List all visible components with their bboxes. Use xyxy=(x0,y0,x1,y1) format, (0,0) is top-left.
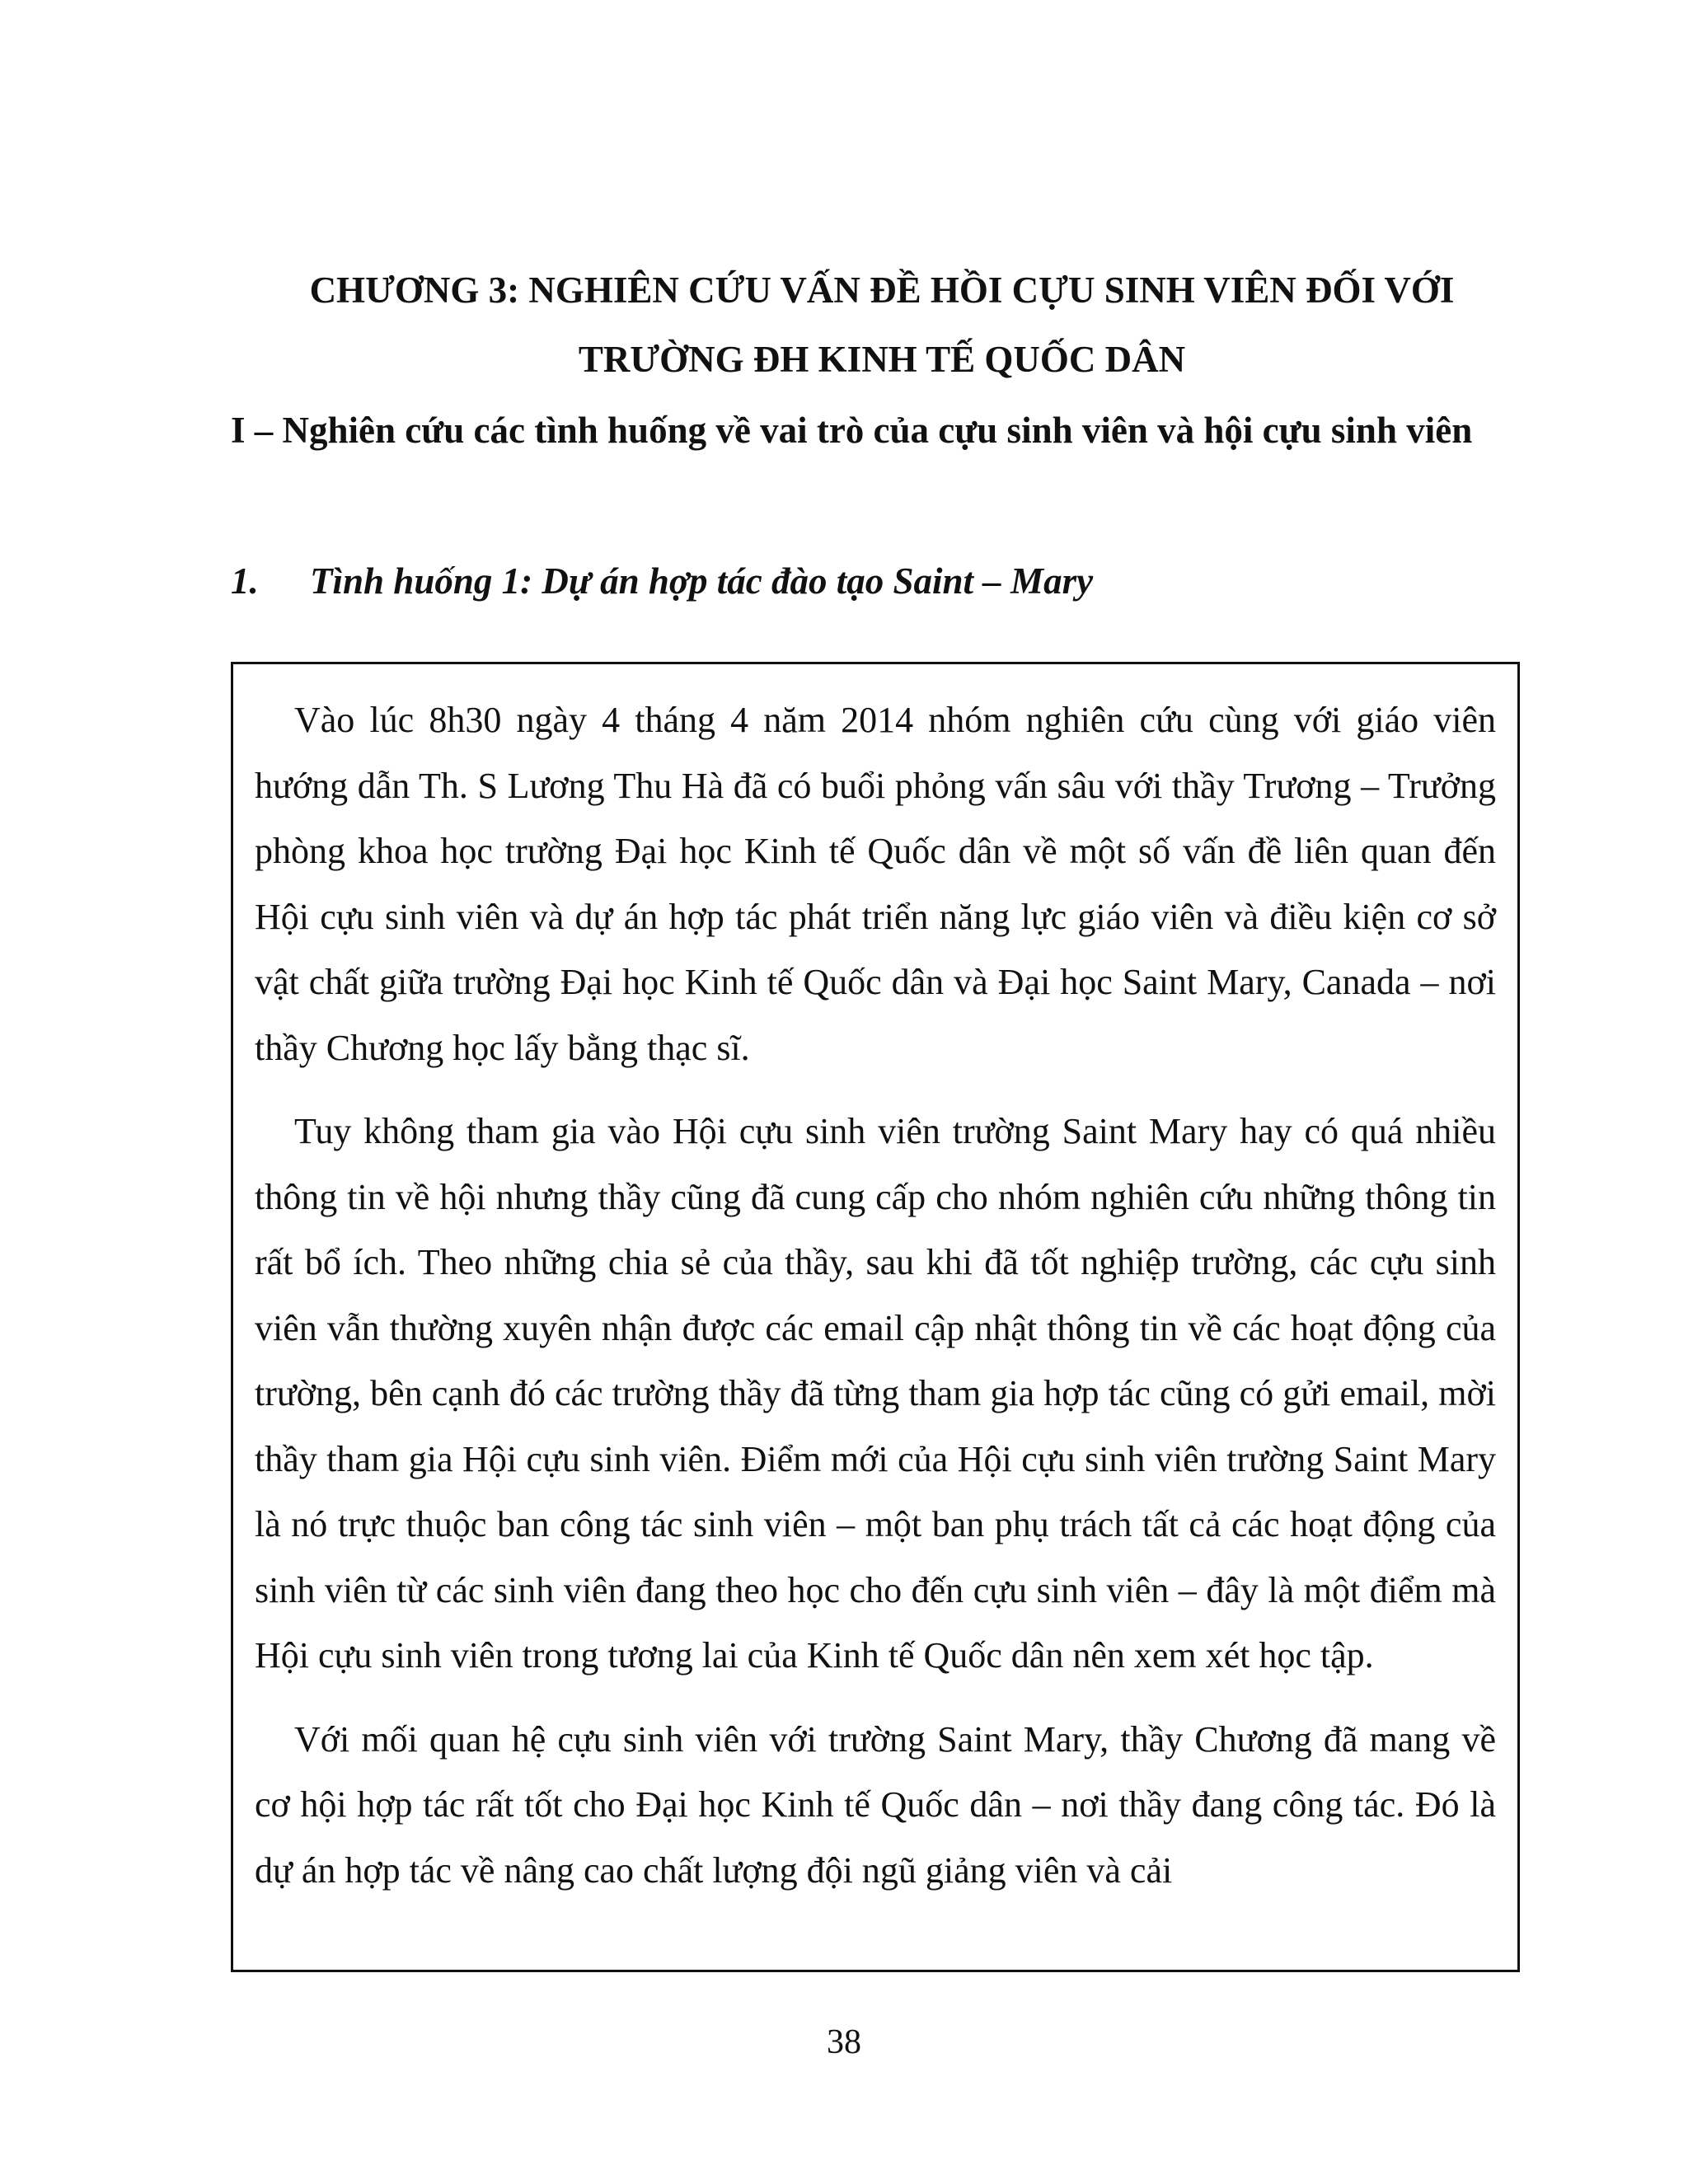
chapter-title-line2: TRƯỜNG ĐH KINH TẾ QUỐC DÂN xyxy=(578,339,1186,380)
case-number: 1. xyxy=(231,560,259,602)
section-heading: I – Nghiên cứu các tình huống về vai trò của cựu sinh viên và hội cựu sinh viên xyxy=(231,410,1473,451)
case-paragraph-1: Vào lúc 8h30 ngày 4 tháng 4 năm 2014 nhóm nghiên cứu cùng với giáo viên hướng dẫn Th. S Lương Thu Hà đã có buổi phỏng vấn sâu với thầy Trương – Trưởng phòng khoa học trường Đại học Kinh tế Quốc dân về một số vấn đề liên quan đến Hội cựu sinh viên và dự án hợp tác phát triển năng lực giáo viên và điều kiện cơ sở vật chất giữa trường Đại học Kinh tế Quốc dân và Đại học Saint Mary, Canada – nơi thầy Chương học lấy bằng thạc sĩ. xyxy=(255,700,1496,1068)
case-title: Tình huống 1: Dự án hợp tác đào tạo Saint – Mary xyxy=(310,560,1094,602)
case-paragraph-2: Tuy không tham gia vào Hội cựu sinh viên trường Saint Mary hay có quá nhiều thông tin về hội nhưng thầy cũng đã cung cấp cho nhóm nghiên cứu những thông tin rất bổ ích. Theo những chia sẻ của thầy, sau khi đã tốt nghiệp trường, các cựu sinh viên vẫn thường xuyên nhận được các email cập nhật thông tin về các hoạt động của trường, bên cạnh đó các trường thầy đã từng tham gia hợp tác cũng có gửi email, mời thầy tham gia Hội cựu sinh viên. Điểm mới của Hội cựu sinh viên trường Saint Mary là nó trực thuộc ban công tác sinh viên – một ban phụ trách tất cả các hoạt động của sinh viên từ các sinh viên đang theo học cho đến cựu sinh viên – đây là một điểm mà Hội cựu sinh viên trong tương lai của Kinh tế Quốc dân nên xem xét học tập. xyxy=(255,1111,1496,1675)
chapter-title-line1: CHƯƠNG 3: NGHIÊN CỨU VẤN ĐỀ HỒI CỰU SINH VIÊN ĐỐI VỚI xyxy=(309,269,1455,311)
case-heading xyxy=(231,548,1093,614)
case-paragraph-3: Với mối quan hệ cựu sinh viên với trường Saint Mary, thầy Chương đã mang về cơ hội hợp tác rất tốt cho Đại học Kinh tế Quốc dân – nơi thầy đang công tác. Đó là dự án hợp tác về nâng cao chất lượng đội ngũ giảng viên và cải xyxy=(255,1718,1496,1891)
chapter-title xyxy=(231,255,1533,394)
page-number: 38 xyxy=(827,2023,861,2061)
case-text-box xyxy=(231,662,1520,1972)
